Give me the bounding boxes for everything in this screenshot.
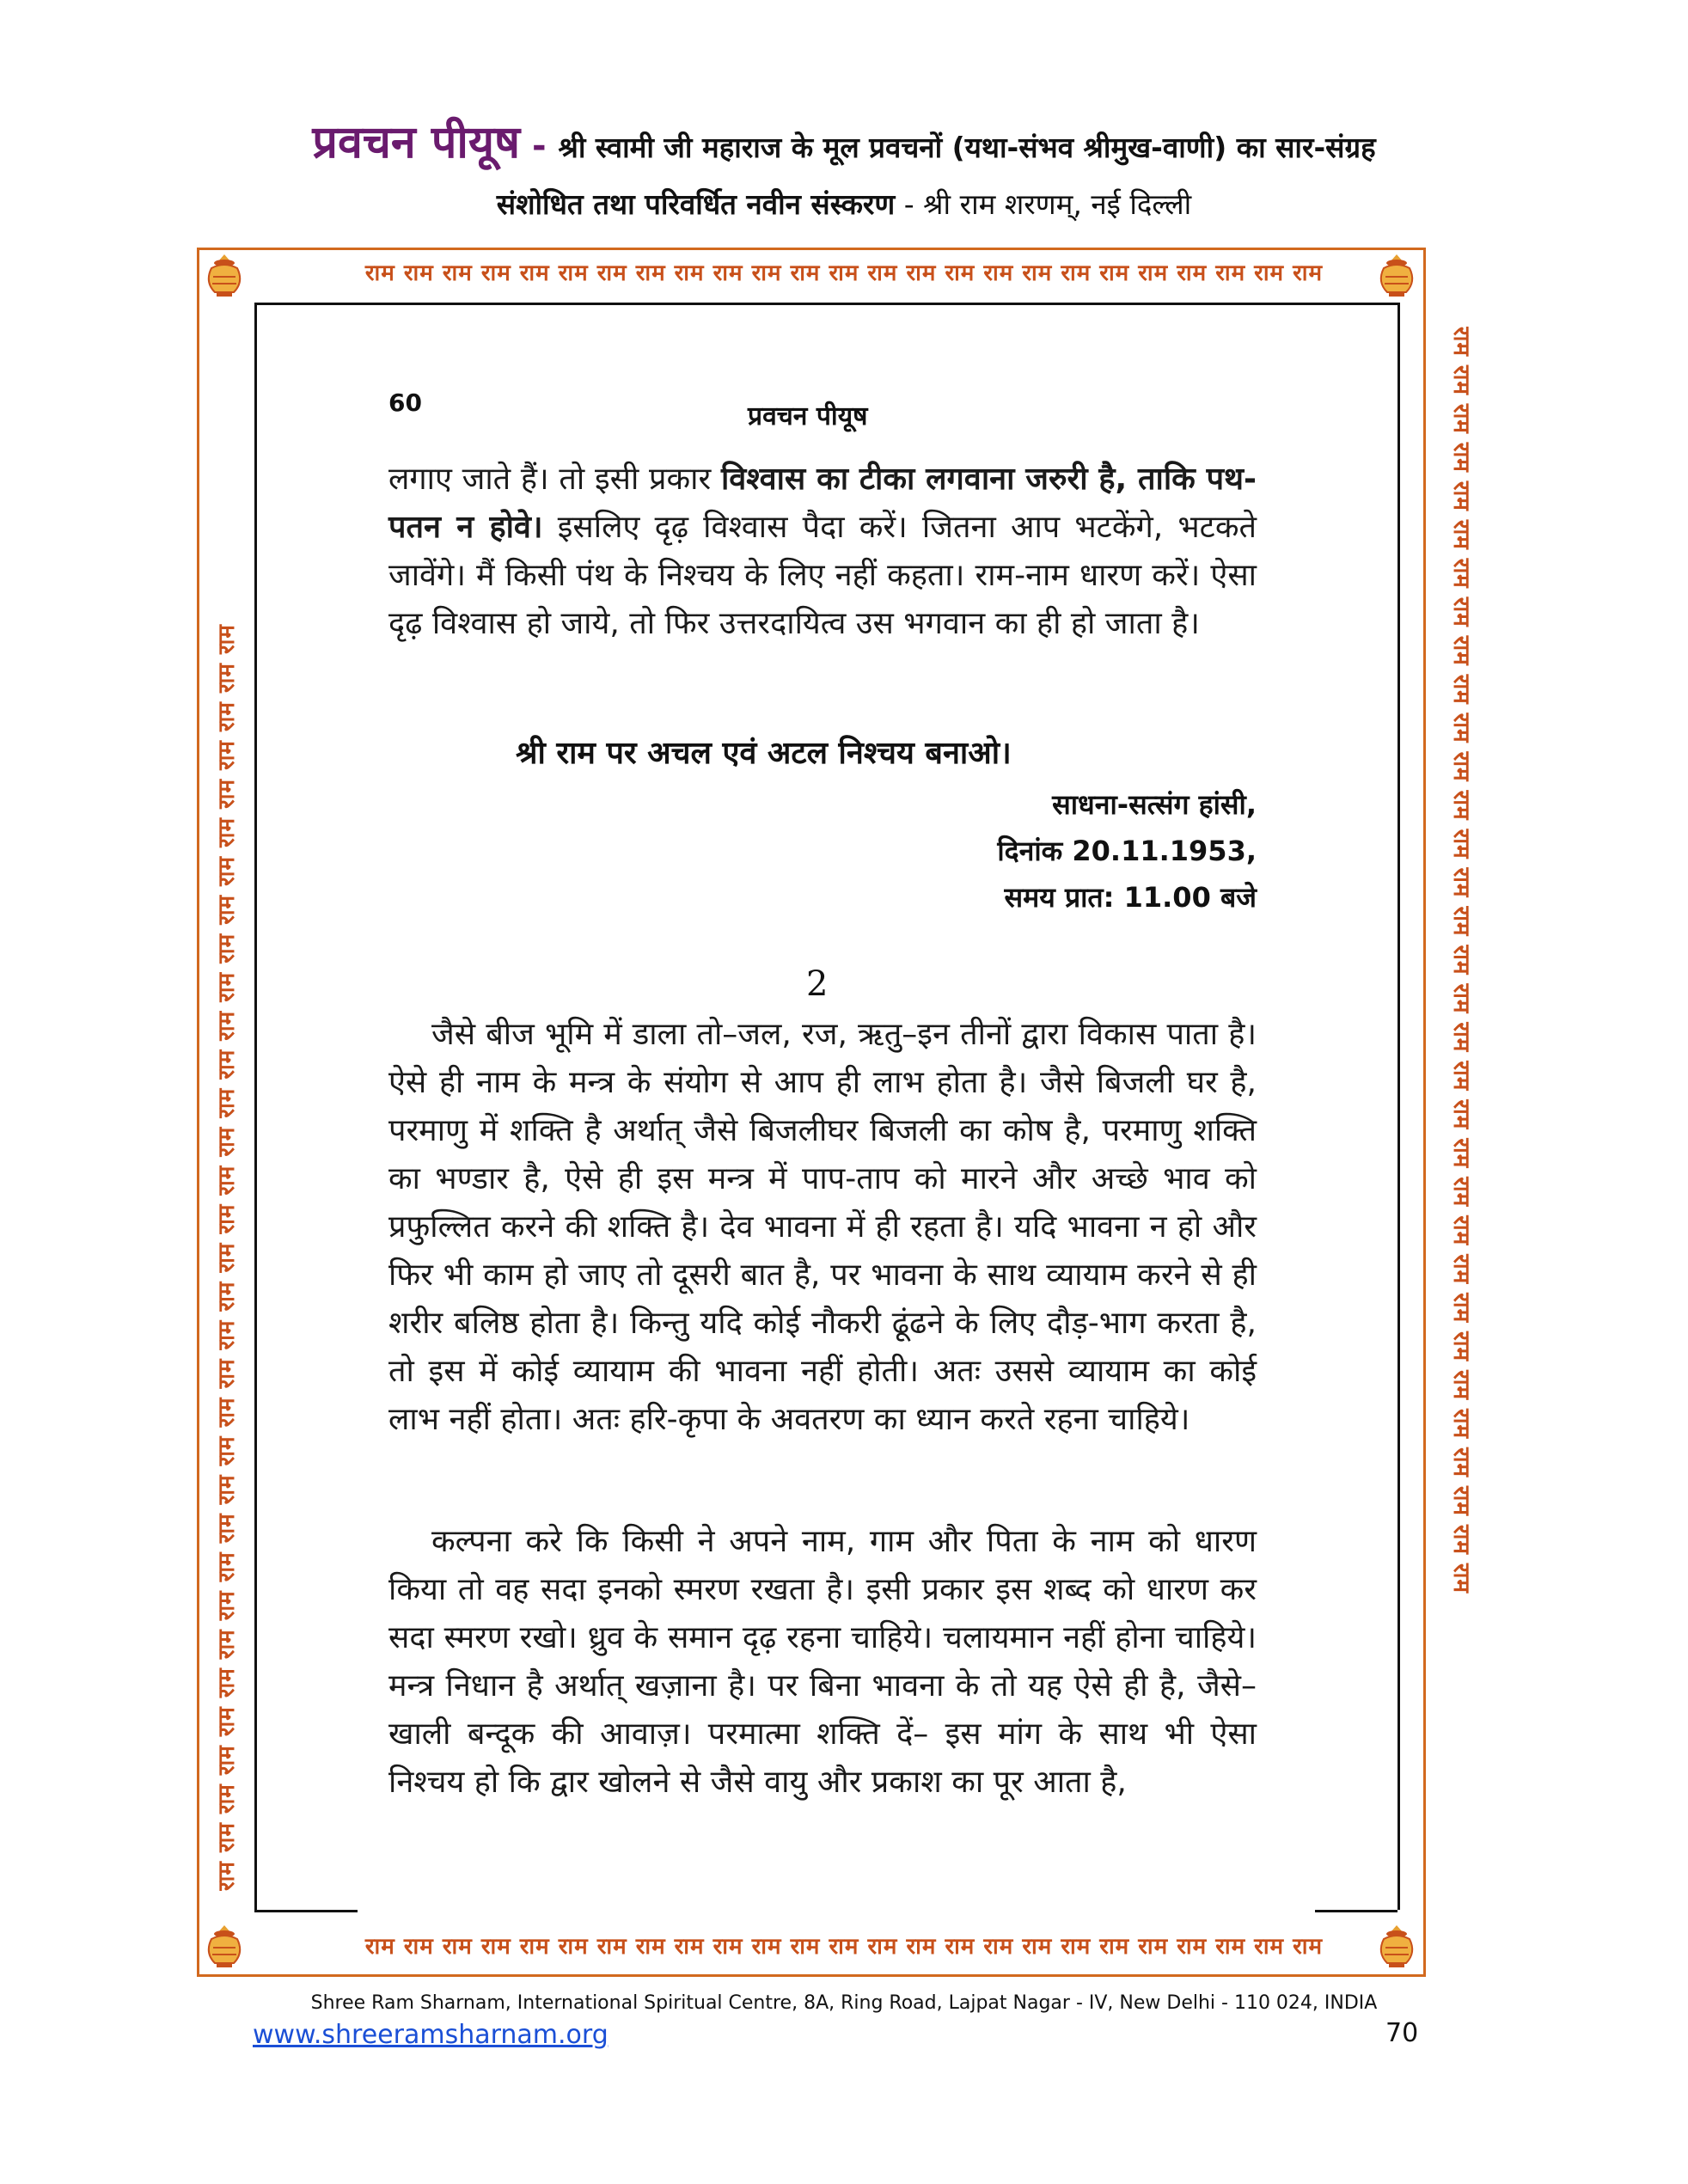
paragraph-3: कल्पना करे कि किसी ने अपने नाम, गाम और पिता के नाम को धारण किया तो वह सदा इनको स्मरण रखता है। इसी प्रकार इस शब्द को धारण कर सदा स्मरण रखो। ध्रुव के समान दृढ़ रहना चाहिये। चलायमान नहीं होना चाहिये। मन्त्र निधान है अर्थात् खज़ाना है। पर बिना भावना के तो यह ऐसे ही है, जैसे– खाली बन्दूक की आवाज़। परमात्मा शक्ति दें– इस मांग के साथ भी ऐसा निश्चय हो कि द्वार खोलने से जैसे वायु और प्रकाश का पूर आता है, bbox=[388, 1524, 1257, 1800]
inner-rule-right bbox=[1397, 303, 1400, 1910]
kalash-icon bbox=[1372, 1922, 1422, 1972]
footer-website-link[interactable]: www.shreeramsharnam.org bbox=[253, 2020, 609, 2050]
footer-address: Shree Ram Sharnam, International Spiritual Centre, 8A, Ring Road, Lajpat Nagar - IV, New Delhi - 110 024, INDIA bbox=[310, 1992, 1378, 2014]
edition-label: संशोधित तथा परिवर्धित नवीन संस्करण bbox=[496, 187, 896, 221]
publisher-label: - श्री राम शरणम्, नई दिल्ली bbox=[895, 187, 1192, 221]
centered-heading: श्री राम पर अचल एवं अटल निश्चय बनाओ। bbox=[516, 736, 1012, 771]
paragraph-2: जैसे बीज भूमि में डाला तो–जल, रज, ऋतु–इन तीनों द्वारा विकास पाता है। ऐसे ही नाम के मन्त्र के संयोग से आप ही लाभ होता है। जैसे बिजली घर है, परमाणु में शक्ति है अर्थात् जैसे बिजलीघर बिजली का कोष है, परमाणु शक्ति का भण्डार है, ऐसे ही इस मन्त्र में पाप-ताप को मारने और अच्छे भाव को प्रफुल्लित करने की शक्ति है। देव भावना में ही रहता है। यदि भावना न हो और फिर भी काम हो जाए तो दूसरी बात है, पर भावना के साथ व्यायाम करने से ही शरीर बलिष्ठ होता है। किन्तु यदि कोई नौकरी ढूंढने के लिए दौड़-भाग करता है, तो इस में कोई व्यायाम की भावना नहीं होती। अतः उससे व्यायाम का कोई लाभ नहीं होता। अतः हरि-कृपा के अवतरण का ध्यान करते रहना चाहिये। bbox=[388, 1017, 1257, 1437]
inner-rule-top bbox=[254, 303, 1397, 305]
header-dash: - bbox=[520, 126, 559, 166]
edition-line bbox=[0, 184, 1688, 223]
kalash-icon bbox=[199, 251, 249, 301]
paragraph-1-end: इसलिए दृढ़ विश्वास पैदा करें। जितना आप भटकेंगे, भटकते जावेंगे। मैं किसी पंथ के निश्चय के लिए नहीं कहता। राम-नाम धारण करें। ऐसा दृढ़ विश्वास हो जाये, तो फिर उत्तरदायित्व उस भगवान का ही हो जाता है। bbox=[388, 510, 1257, 641]
border-left-text: राम राम राम राम राम राम राम राम राम राम राम राम राम राम राम राम राम राम राम राम राम राम राम राम राम राम राम राम राम राम राम राम राम bbox=[214, 624, 240, 1891]
header-title: प्रवचन पीयूष bbox=[312, 117, 521, 168]
section-number: 2 bbox=[806, 964, 829, 1004]
paragraph-1 bbox=[388, 456, 1257, 648]
footer-page-number: 70 bbox=[1385, 2018, 1419, 2048]
document-header bbox=[0, 110, 1688, 171]
running-head: प्रवचन पीयूष bbox=[748, 401, 868, 431]
paragraph-1-emphasis: विश्वास का टीका लगवाना जरुरी है, ताकि पथ-पतन न होवे। bbox=[388, 462, 1257, 545]
meta-place: साधना-सत्संग हांसी, bbox=[1052, 788, 1257, 821]
border-top-text: राम राम राम राम राम राम राम राम राम राम राम राम राम राम राम राम राम राम राम राम राम राम राम राम राम bbox=[364, 260, 1324, 286]
inner-rule-bottom-right bbox=[1315, 1910, 1397, 1912]
book-page-number: 60 bbox=[388, 388, 422, 417]
inner-rule-bottom-left bbox=[254, 1910, 358, 1912]
kalash-icon bbox=[199, 1922, 249, 1972]
kalash-icon bbox=[1372, 251, 1422, 301]
paragraph-1-start: लगाए जाते हैं। तो इसी प्रकार bbox=[388, 462, 721, 497]
meta-date: दिनांक 20.11.1953, bbox=[997, 835, 1257, 867]
header-subtitle: श्री स्वामी जी महाराज के मूल प्रवचनों (यथा-संभव श्रीमुख-वाणी) का सार-संग्रह bbox=[558, 131, 1376, 164]
border-right-text: राम राम राम राम राम राम राम राम राम राम राम राम राम राम राम राम राम राम राम राम राम राम राम राम राम राम राम राम राम राम राम राम राम bbox=[1448, 327, 1474, 1594]
inner-rule-left bbox=[254, 303, 257, 1910]
meta-time: समय प्रात: 11.00 बजे bbox=[1004, 881, 1257, 914]
border-bottom-text: राम राम राम राम राम राम राम राम राम राम राम राम राम राम राम राम राम राम राम राम राम राम राम राम राम bbox=[364, 1934, 1324, 1960]
